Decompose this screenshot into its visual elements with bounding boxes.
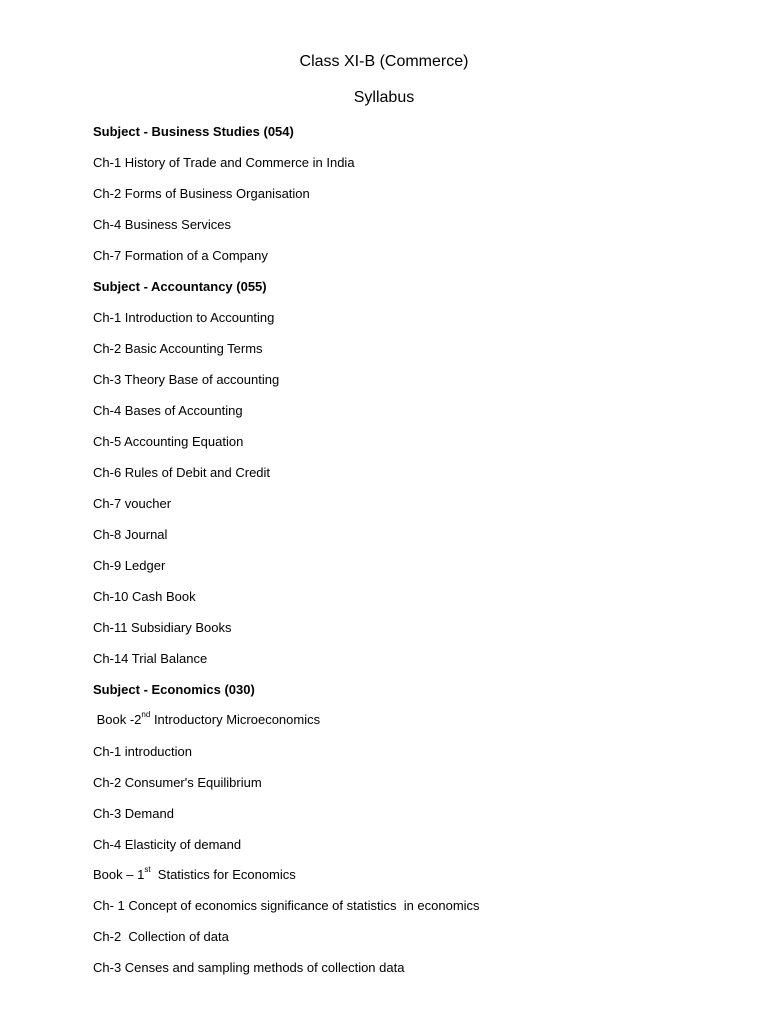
list-item: Ch-4 Bases of Accounting (93, 403, 243, 418)
ordinal-suffix: st (144, 865, 151, 874)
list-item: Ch-2 Forms of Business Organisation (93, 186, 310, 201)
document-title: Class XI-B (Commerce) (299, 53, 469, 70)
list-item: Ch-11 Subsidiary Books (93, 620, 232, 635)
book-title: Statistics for Economics (150, 867, 296, 882)
list-item: Ch-2 Collection of data (93, 929, 229, 944)
list-item: Ch-4 Business Services (93, 217, 231, 232)
list-item: Ch-1 Introduction to Accounting (93, 310, 275, 325)
list-item: Ch- 1 Concept of economics significance of statistics in economics (93, 898, 480, 913)
book-heading-statistics (93, 867, 296, 883)
section-heading-economics: Subject - Economics (030) (93, 682, 255, 697)
list-item: Ch-8 Journal (93, 527, 168, 542)
list-item: Ch-14 Trial Balance (93, 651, 208, 666)
list-item: Ch-7 voucher (93, 496, 172, 511)
list-item: Ch-1 introduction (93, 744, 192, 759)
ordinal-suffix: nd (141, 710, 151, 719)
section-heading-accountancy: Subject - Accountancy (055) (93, 279, 267, 294)
list-item: Ch-4 Elasticity of demand (93, 837, 242, 852)
list-item: Ch-9 Ledger (93, 558, 166, 573)
list-item: Ch-5 Accounting Equation (93, 434, 244, 449)
book-title: Introductory Microeconomics (150, 712, 321, 727)
list-item: Ch-6 Rules of Debit and Credit (93, 465, 271, 480)
document-subtitle: Syllabus (353, 89, 415, 106)
book-label: Book -2 (93, 712, 142, 727)
list-item: Ch-7 Formation of a Company (93, 248, 268, 263)
section-heading-business-studies: Subject - Business Studies (054) (93, 124, 294, 139)
list-item: Ch-10 Cash Book (93, 589, 196, 604)
list-item: Ch-2 Basic Accounting Terms (93, 341, 263, 356)
book-heading-microeconomics (93, 712, 320, 728)
book-label: Book – 1 (93, 867, 145, 882)
list-item: Ch-1 History of Trade and Commerce in India (93, 155, 355, 170)
list-item: Ch-3 Demand (93, 806, 174, 821)
list-item: Ch-3 Censes and sampling methods of collection data (93, 960, 405, 975)
list-item: Ch-2 Consumer's Equilibrium (93, 775, 262, 790)
list-item: Ch-3 Theory Base of accounting (93, 372, 280, 387)
